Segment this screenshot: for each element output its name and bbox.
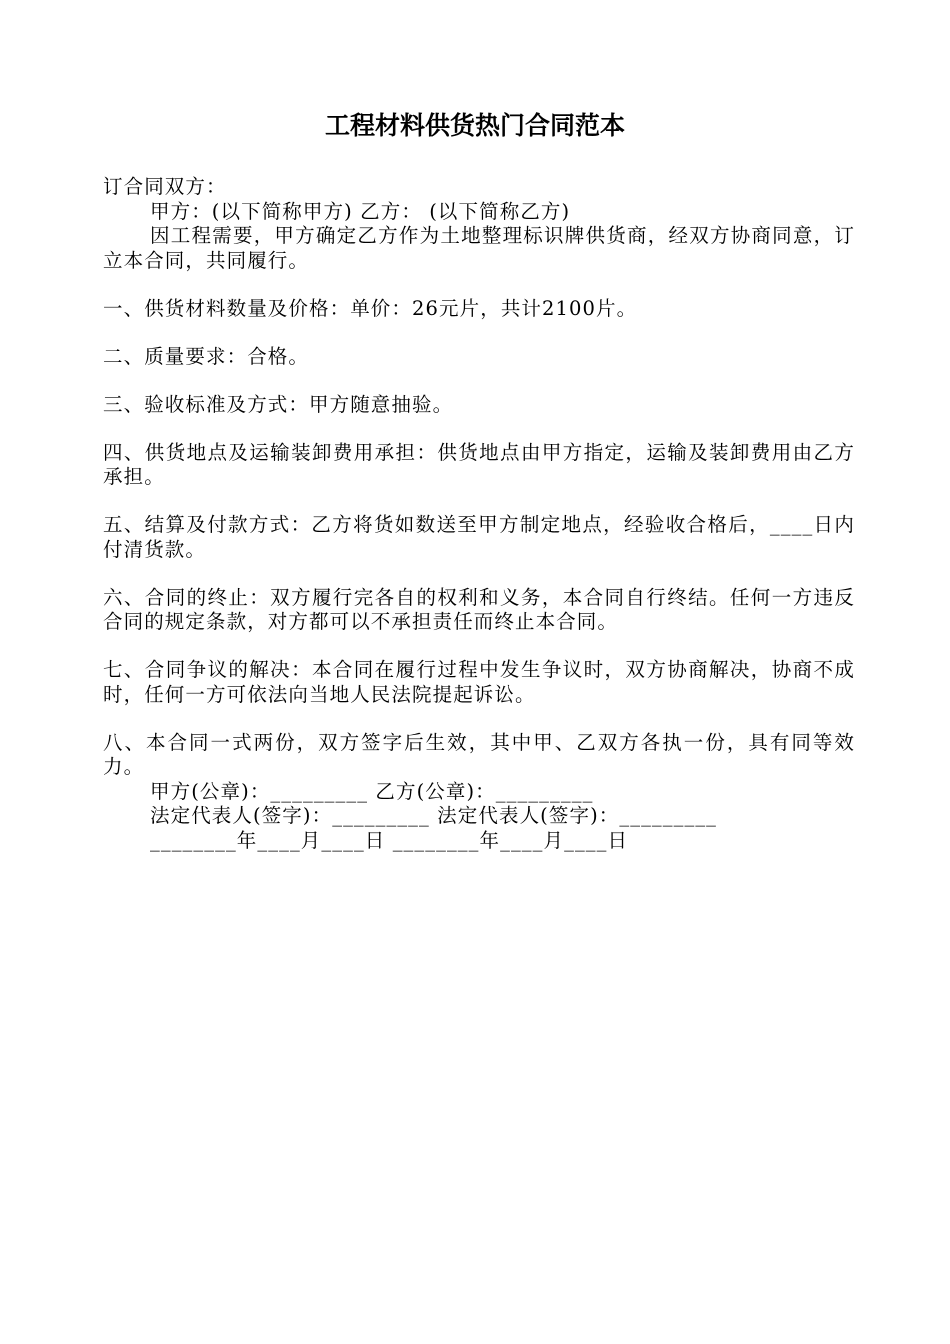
representative-line: 法定代表人(签字)：_________ 法定代表人(签字)：_________ bbox=[150, 804, 718, 827]
contract-body bbox=[103, 175, 855, 853]
parties-line: 甲方：(以下简称甲方) 乙方： (以下简称乙方) bbox=[150, 199, 571, 223]
clause-1: 一、供货材料数量及价格：单价：26元片，共计2100片。 bbox=[103, 296, 638, 320]
seal-line: 甲方(公章)：_________ 乙方(公章)：_________ bbox=[150, 779, 594, 803]
date-line: ________年____月____日 ________年____月____日 bbox=[150, 828, 629, 852]
clause-6: 六、合同的终止：双方履行完各自的权利和义务，本合同自行终结。任何一方违反合同的规定条款，对方都可以不承担责任而终止本合同。 bbox=[103, 585, 855, 633]
clause-7: 七、合同争议的解决：本合同在履行过程中发生争议时，双方协商解决，协商不成时，任何一方可依法向当地人民法院提起诉讼。 bbox=[103, 658, 855, 706]
parties-heading: 订合同双方： bbox=[103, 175, 227, 198]
clause-8: 八、本合同一式两份，双方签字后生效，其中甲、乙双方各执一份，具有同等效力。 bbox=[103, 730, 855, 778]
clause-5: 五、结算及付款方式：乙方将货如数送至甲方制定地点，经验收合格后，____日内付清货款。 bbox=[103, 513, 855, 561]
preamble-paragraph: 因工程需要，甲方确定乙方作为土地整理标识牌供货商，经双方协商同意，订立本合同，共同履行。 bbox=[103, 224, 855, 272]
clause-4: 四、供货地点及运输装卸费用承担：供货地点由甲方指定，运输及装卸费用由乙方承担。 bbox=[103, 440, 855, 488]
clause-2: 二、质量要求：合格。 bbox=[103, 344, 310, 368]
document-title: 工程材料供货热门合同范本 bbox=[324, 111, 625, 140]
clause-3: 三、验收标准及方式：甲方随意抽验。 bbox=[103, 392, 454, 416]
